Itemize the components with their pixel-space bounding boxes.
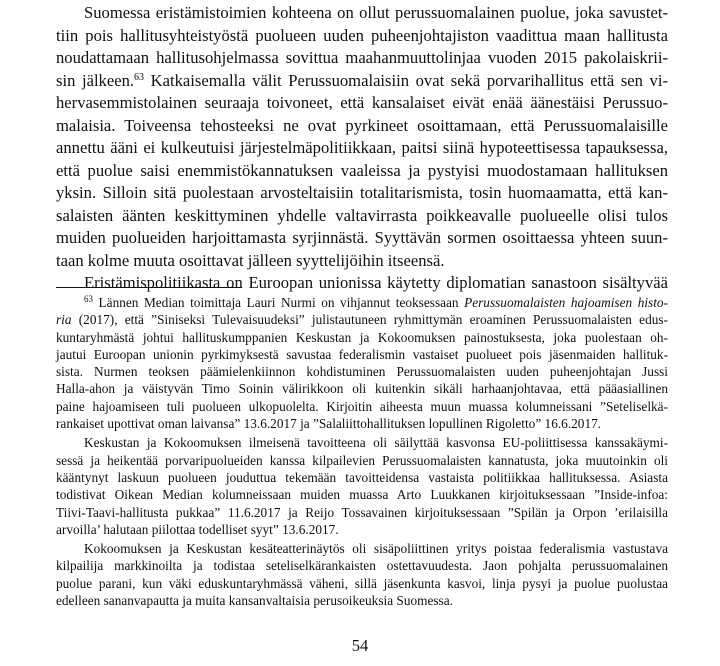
text-line: malaisia. Toiveensa tehosteeksi ne ovat pyrkineet osoittamaan, että Perussuomalaisille xyxy=(56,115,668,135)
text-fragment: Lännen Median toimittaja Lauri Nurmi on vihjannut teoksessaan xyxy=(93,295,465,310)
text-line: hervasemmistolainen seuraaja toivoneet, että kansalaiset eivät enää äänestäisi Perussuo- xyxy=(56,93,668,112)
footnote-line: Kokoomuksen ja Keskustan kesäteatterinäytös oli sisäpoliittinen yritys poistaa federalismia vastustava xyxy=(84,541,668,557)
footnote-line: kuntaryhmästä johtui hallituskumppanien Keskustan ja Kokoomuksen painostuksesta, joka puolestaan oh- xyxy=(56,329,668,345)
text-line: että puolue saisi enemmistökannatuksen vaaleissa ja pystyisi muodostamaan hallituksen xyxy=(56,160,668,180)
footnote-block xyxy=(56,294,668,609)
text-line: Eristämispolitiikasta on Euroopan unionissa käytetty diplomatian sanastoon sisältyvää xyxy=(84,273,668,292)
text-fragment: (2017), että ”Siniseksi Tulevaisuudeksi” julistautuneen ryhmittymän eroaminen Perussuomalaisten edus- xyxy=(71,312,668,328)
footnote-reference: 63 xyxy=(134,71,145,83)
footnote-line: kääntynyt laskuun puolueen jouduttua tekemään tavoitteidensa vastaista politiikkaa hallituksessa. Asiasta xyxy=(56,469,668,485)
text-fragment: sin jälkeen. xyxy=(56,70,135,90)
text-line: taan kolme muuta osoittavat jälleen syyttelijöihin itseensä. xyxy=(56,250,445,270)
footnote-line: sessä ja heikentää porvaripuolueiden kanssa kilpailevien Perussuomalaisten kannatusta, joka muutoinkin oli xyxy=(56,452,668,468)
text-line: Suomessa eristämistoimien kohteena on ollut perussuomalainen puolue, joka savustet- xyxy=(84,3,668,22)
main-text xyxy=(56,2,668,295)
footnote-separator xyxy=(56,287,242,288)
text-line: salaisten äänten keskittyminen yhdelle valtavirrasta poikkeavalle puolueelle olisi tulos xyxy=(56,205,668,225)
footnote-line: sista. Nurmen teoksen päämielenkiinnon kohdistuminen Perussuomalaisten uuden puheenjohtajan Jussi xyxy=(56,364,668,380)
footnote-line: paine hajoamiseen tuli puolueen ulkopuolelta. Kirjoitin aiheesta muun muassa kolumneissani ”Seteliselkä- xyxy=(56,398,668,414)
footnote-line: jautui Euroopan unionin pyrkimyksestä savustaa federalismin vastaiset puolueet pois jäsenmaiden hallituk- xyxy=(56,346,668,362)
text-line: annettu ääni ei kulkeutuisi järjestelmäpolitiikkaan, paitsi siinä hypoteettisessa tapauksessa, xyxy=(56,138,668,157)
page-number: 54 xyxy=(351,636,369,655)
footnote-line xyxy=(56,311,668,328)
footnote-line: edelleen sananvapautta ja muita kansanvaltaisia perusoikeuksia Suomessa. xyxy=(56,593,453,609)
footnote-line: arvoilla’ halutaan piilottaa todelliset syyt” 13.6.2017. xyxy=(56,521,339,537)
footnote-line: puolue parani, kun väki eduskuntaryhmässä väheni, sillä jäsenkunta kasvoi, linja pysyi ja puolue puolustaa xyxy=(56,575,668,591)
text-line: tiin pois hallitusyhteistyöstä puolueen uuden puheenjohtajiston vaadittua maan hallitusta xyxy=(56,25,668,45)
footnote-line: rankaiset upottivat oman laivansa” 13.6.2017 ja ”Salaliittohallituksen lopullinen Rigoletto” 16.6.2017. xyxy=(56,416,602,432)
book-title: ria xyxy=(56,312,72,328)
text-line: noudattamaan hallitusohjelmassa sovittua maahanmuuttolinjaa vuoden 2015 pakolaiskrii- xyxy=(56,48,668,67)
text-line: muiden puolueiden harjoittamasta syrjinnästä. Syyttävän sormen osoittaessa yhteen suun- xyxy=(56,228,668,247)
footnote-line: Halla-ahon ja väistyvän Timo Soinin välirikkoon oli kuitenkin sikäli harhaanjohtavaa, että pääasiallinen xyxy=(56,381,668,397)
book-title: Perussuomalaisten hajoamisen histo- xyxy=(464,295,668,310)
footnote-line: Tiivi-Taavi-hallitusta pukkaa” 11.6.2017 ja Reijo Tossavainen kirjoituksessaan ”Spilän ja Orpon ’erilaisilla xyxy=(56,504,668,520)
footnote-line xyxy=(56,294,668,311)
footnote-number: 63 xyxy=(84,294,93,304)
text-line xyxy=(56,70,668,93)
footnote-line: kilpailija markkinoilta ja todistaa seteliselkärankaisten ostettavuudesta. Jaon pohjalta perussuomalainen xyxy=(56,558,668,574)
footnote-line: Keskustan ja Kokoomuksen ilmeisenä tavoitteena oli säilyttää kasvonsa EU-poliittisessa kanssakäymi- xyxy=(84,435,668,451)
footnote-line: todistivat Oikean Median kolumneissaan muiden muassa Arto Luukkanen kirjoituksessaan ”Inside-infoa: xyxy=(56,487,668,503)
text-fragment: Katkaisemalla välit Perussuomalaisiin ovat sekä porvarihallitus että sen vi- xyxy=(144,70,668,90)
text-line: yksin. Silloin sitä puolestaan arvosteltaisiin totalitarismista, tosin huomaamatta, että kan- xyxy=(56,183,668,202)
